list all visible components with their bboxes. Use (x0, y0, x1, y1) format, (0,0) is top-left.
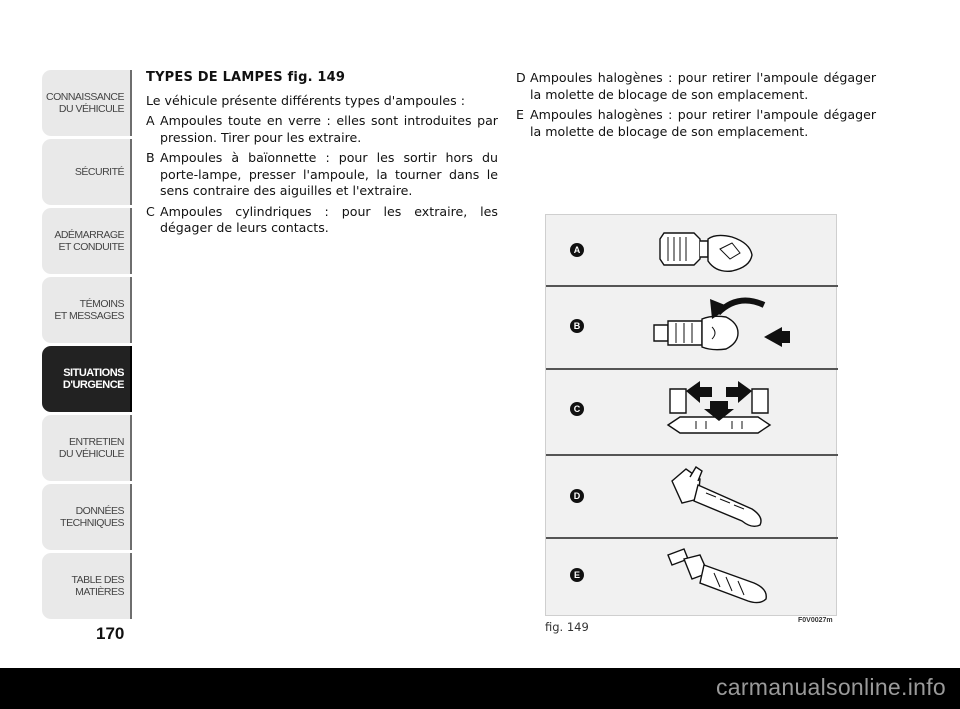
list-item (146, 150, 498, 200)
panel-divider (546, 368, 838, 370)
item-text: Ampoules à baïonnette : pour les sortir hors du porte-lampe, presser l'ampoule, la tourner dans le sens contraire des aiguilles et l'extraire. (160, 150, 498, 198)
list-item (146, 113, 498, 146)
tab-label-line2: DU VÉHICULE (58, 103, 124, 115)
figure-code: F0V0027m (798, 617, 833, 624)
item-text: Ampoules cylindriques : pour les extraire, les dégager de leurs contacts. (160, 203, 498, 235)
tab-label-line1: CONNAISSANCE (45, 91, 124, 103)
panel-divider (546, 537, 838, 539)
list-item (516, 70, 876, 103)
tab-demarrage-et-conduite[interactable] (42, 208, 132, 274)
page-number: 170 (96, 624, 125, 643)
footer-bar (0, 668, 960, 709)
tab-connaissance-du-vehicule[interactable] (42, 70, 132, 136)
bulb-halogen-d-icon (664, 459, 774, 535)
tab-label-line2: ET CONDUITE (58, 241, 124, 253)
text-column-right (516, 70, 876, 144)
bulb-halogen-e-icon (664, 543, 784, 615)
text-column-left (146, 70, 498, 241)
tab-label-line2: TECHNIQUES (60, 517, 124, 529)
tab-label-line1: SITUATIONS (63, 367, 124, 379)
tab-temoins-et-messages[interactable] (42, 277, 132, 343)
item-letter: A (146, 113, 155, 128)
panel-badge-d: D (570, 489, 584, 503)
panel-badge-a: A (570, 243, 584, 257)
item-text: Ampoules halogènes : pour retirer l'ampoule dégager la molette de blocage de son emplacement. (530, 107, 876, 139)
tab-label-line1: TABLE DES (71, 574, 124, 586)
section-intro: Le véhicule présente différents types d'ampoules : (146, 92, 465, 108)
tab-label-line1: DONNÉES (75, 505, 124, 517)
list-item (146, 204, 498, 237)
figure-lamp-types (545, 214, 837, 616)
panel-badge-b: B (570, 319, 584, 333)
figure-caption: fig. 149 (545, 620, 589, 634)
tab-label-line2: ET MESSAGES (54, 310, 124, 322)
tab-entretien-du-vehicule[interactable] (42, 415, 132, 481)
tab-label-line1: SÉCURITÉ (74, 166, 124, 178)
panel-badge-e: E (570, 568, 584, 582)
item-letter: C (146, 203, 155, 219)
tab-label-line1: TÉMOINS (79, 298, 124, 310)
panel-divider (546, 285, 838, 287)
item-letter: B (146, 150, 155, 165)
tab-label-line2: DU VÉHICULE (58, 448, 124, 460)
tab-table-des-matieres[interactable] (42, 553, 132, 619)
panel-badge-c: C (570, 402, 584, 416)
bulb-bayonet-icon (646, 289, 796, 365)
tab-label-line1: ADÉMARRAGE (54, 229, 124, 241)
section-title: TYPES DE LAMPES fig. 149 (146, 70, 346, 85)
tab-situations-d-urgence[interactable] (42, 346, 132, 412)
tab-donnees-techniques[interactable] (42, 484, 132, 550)
item-text: Ampoules toute en verre : elles sont introduites par pression. Tirer pour les extraire. (160, 113, 498, 145)
tab-label-line1: ENTRETIEN (68, 436, 124, 448)
panel-divider (546, 454, 838, 456)
watermark-text: carmanualsonline.info (715, 674, 946, 700)
item-text: Ampoules halogènes : pour retirer l'ampoule dégager la molette de blocage de son emplacement. (530, 70, 876, 102)
tab-securite[interactable] (42, 139, 132, 205)
bulb-cylindrical-icon (656, 375, 786, 451)
list-item (516, 107, 876, 140)
bulb-all-glass-icon (646, 219, 766, 281)
tab-label-line2: D'URGENCE (62, 379, 124, 391)
tab-label-line2: MATIÈRES (75, 586, 124, 598)
item-letter: E (516, 107, 524, 122)
item-letter: D (516, 70, 526, 85)
